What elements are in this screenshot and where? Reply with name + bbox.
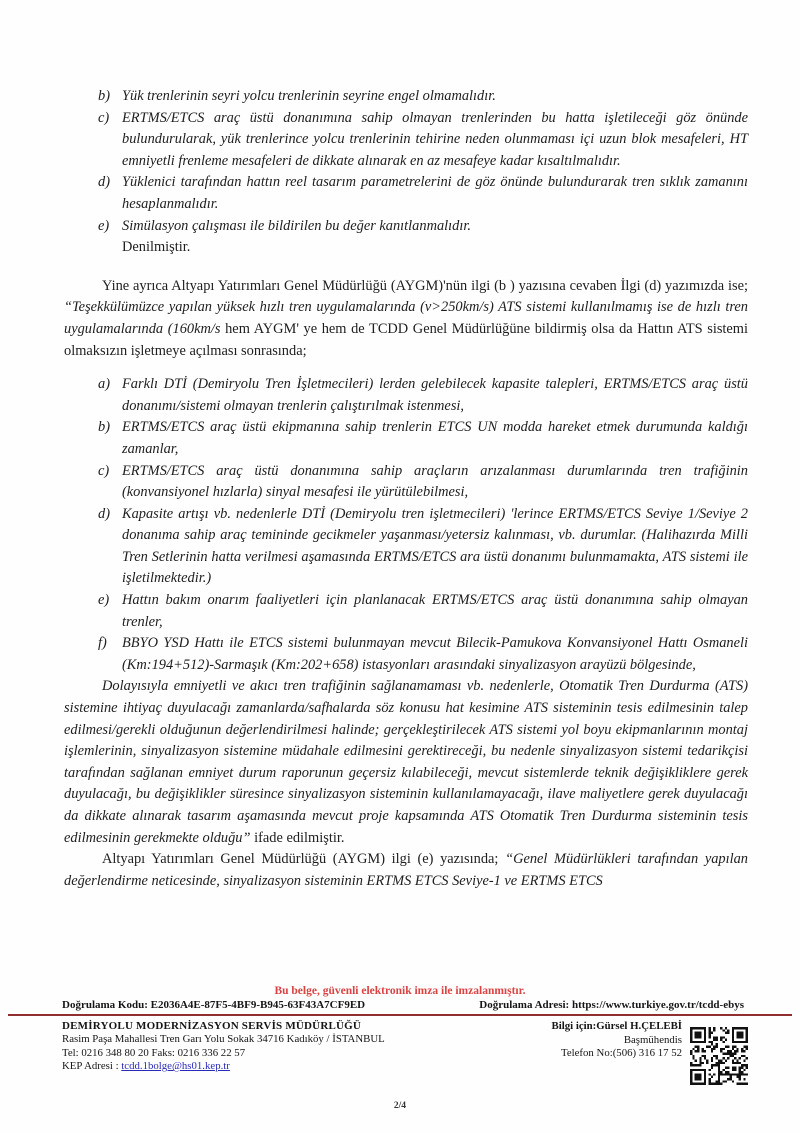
contact-phone: Telefon No:(506) 316 17 52 (561, 1047, 682, 1059)
list-item (64, 417, 748, 460)
list-item-text: Simülasyon çalışması ile bildirilen bu değer kanıtlanmalıdır. (122, 217, 471, 234)
list-item-marker: d) (98, 174, 110, 191)
kep-label: KEP Adresi : (62, 1060, 119, 1072)
qr-code-icon (690, 1027, 748, 1085)
list-item-marker: c) (98, 462, 110, 479)
list-item (64, 633, 748, 676)
list-scenarios (64, 374, 748, 676)
footer (0, 985, 800, 1074)
esignature-notice: Bu belge, güvenli elektronik imza ile imzalanmıştır. (274, 985, 526, 997)
letter-body (64, 86, 748, 892)
list-item (64, 86, 748, 108)
verification-address: Doğrulama Adresi: https://www.turkiye.gov.tr/tcdd-ebys (479, 999, 744, 1011)
verification-code: Doğrulama Kodu: E2036A4E-87F5-4BF9-B945-63F43A7CF9ED (62, 999, 366, 1011)
kep-line (62, 1060, 385, 1074)
org-address: Rasim Paşa Mahallesi Tren Garı Yolu Sokak 34716 Kadıköy / İSTANBUL (62, 1033, 385, 1045)
text-run: Altyapı Yatırımları Genel Müdürlüğü (AYGM) ilgi (e) yazısında; (102, 851, 506, 868)
paragraph-aygm-e-letter (64, 849, 748, 892)
list-item-marker: c) (98, 109, 110, 126)
org-phone: Tel: 0216 348 80 20 Faks: 0216 336 22 57 (62, 1046, 246, 1059)
list-item-text: Yüklenici tarafından hattın reel tasarım parametrelerini de göz önünde bulundurarak tren sıklık zamanını hesaplanmalıdır. (122, 174, 748, 212)
verification-row (0, 998, 800, 1013)
list-item-text: BBYO YSD Hattı ile ETCS sistemi bulunmayan mevcut Bilecik-Pamukova Konvansiyonel Hattı Osmaneli (Km:194+512)-Sarmaşık (Km:202+658) istasyonları arasındaki sinyalizasyon arayüzü bölgesinde, (122, 635, 748, 673)
list-item-text: ERTMS/ETCS araç üstü donanımına sahip araçların arızalanması durumlarında tren trafiğinin (konvansiyonel hızlarla) sinyal mesafesi ile yürütülebilmesi, (122, 462, 748, 501)
footer-divider (8, 1014, 792, 1016)
list-item-text: ERTMS/ETCS araç üstü donanımına sahip olmayan trenlerinden bu hatta işletileceği göz önünde bulundurularak, yük trenlerince yolcu trenlerinin tehirine neden olunmaması içi uzun blok mesafeleri, HT emniyetli frenleme mesafeleri de dikkate alınarak en az mesafeye kadar kısaltılmalıdır. (122, 109, 748, 169)
page-number: 2/4 (393, 1101, 407, 1111)
footer-info (0, 1019, 800, 1074)
text-run: Yine ayrıca Altyapı Yatırımları Genel Müdürlüğü (AYGM)'nün ilgi (b ) yazısına cevaben İlgi (d) yazımızda ise; (102, 277, 748, 294)
list-item-marker: b) (98, 88, 110, 104)
list-item (64, 172, 748, 215)
kep-address-link[interactable]: tcdd.1bolge@hs01.kep.tr (121, 1060, 230, 1072)
list-item-marker: e) (98, 592, 110, 609)
list-item (64, 108, 748, 173)
paragraph-aygm-reply (64, 276, 748, 362)
list-item-text: ERTMS/ETCS araç üstü ekipmanına sahip trenlerin ETCS UN modda hareket etmek durumunda kaldığı zamanlar, (122, 419, 748, 457)
list-item-marker: a) (98, 376, 110, 393)
list-item (64, 590, 748, 633)
list-item (64, 216, 748, 238)
contact-block (552, 1020, 682, 1074)
list-item-text: Kapasite artışı vb. nedenlerle DTİ (Demiryolu tren işletmecileri) 'lerince ERTMS/ETCS Seviye 1/Seviye 2 donanıma sahip araç temininde gecikmeler yaşanması/yetersiz kalınması, vb. durumlar. (Halihazırda Milli Tren Setlerinin hatta verilmesi aşamasında ERTMS/ETCS ara üstü donanımı bulunmamakta, ATS sistemi ile işletilmektedir.) (122, 505, 748, 587)
text-run: “Genel Müdürlükleri tarafından yapılan değerlendirme neticesinde, sinyalizasyon sisteminin ERTMS ETCS Seviye-1 ve ERTMS ETCS (64, 851, 749, 889)
org-name: DEMİRYOLU MODERNİZASYON SERVİS MÜDÜRLÜĞÜ (62, 1020, 362, 1032)
text-run: “Teşekkülümüzce yapılan yüksek hızlı tren uygulamalarında (v>250km/s) ATS sistemi kullanılmamış ise de hızlı tren uygulamalarında (160km/s (64, 299, 748, 337)
list-item (64, 374, 748, 417)
list-item-text: Farklı DTİ (Demiryolu Tren İşletmecileri) lerden gelebilecek kapasite talepleri, ERTMS/ETCS araç üstü donanımı/sistemi olmayan trenlerin çalıştırılmak istenmesi, (122, 376, 748, 414)
list-item-marker: b) (98, 419, 110, 436)
list-item (64, 504, 748, 590)
list-item (64, 461, 748, 504)
list-item-marker: e) (98, 217, 110, 234)
org-block (62, 1020, 385, 1074)
contact-name: Bilgi için:Gürsel H.ÇELEBİ (551, 1020, 682, 1032)
text-run: ifade edilmiştir. (254, 829, 345, 846)
list-item-marker: d) (98, 505, 110, 522)
text-run: hem AYGM' ye hem de TCDD Genel Müdürlüğüne bildirmiş olsa da Hattın ATS sistemi olmaksızın işletmeye açılması sonrasında; (64, 320, 749, 359)
contact-title: Başmühendis (623, 1033, 682, 1046)
list-requirements (64, 86, 748, 237)
closing-line: Denilmiştir. (122, 239, 191, 256)
paragraph-ats-assessment (64, 676, 748, 849)
list-item-text: Hattın bakım onarım faaliyetleri için planlanacak ERTMS/ETCS araç üstü donanımına sahip olmayan trenler, (122, 592, 748, 630)
list-item-text: Yük trenlerinin seyri yolcu trenlerinin seyrine engel olmamalıdır. (122, 88, 496, 104)
text-run: Dolayısıyla emniyetli ve akıcı tren trafiğinin sağlanamaması vb. nedenlerle, Otomatik Tren Durdurma (ATS) sistemine ihtiyaç duyulacağı zamanlarda/safhalarda söz konusu hat kesimine ATS sisteminin tesis edilmesinin talep edilmesi/gerekli olduğunun değerlendirilmesi halinde; gerçekleştirilecek ATS sistemi yol boyu ekipmanlarının montaj işlemlerinin, sinyalizasyon sistemine müdahale edilmesini gerektireceği, bu nedenle sinyalizasyon sistemi tedarikçisi tarafından sağlanan emniyet durum raporunun geçersiz kılabileceği, mevcut sistemlerde teknik değişikliklere gerek duyulacağı, bu değişiklikler süresince sinyalizasyon sisteminin kullanılamayacağı, ilave maliyetlere gerek duyulacağı da dikkate alınarak tasarım aşamasında mevcut proje kapsamında ATS Otomatik Tren Durdurma sisteminin tesis edilmesinin gerekmekte olduğu” (64, 678, 748, 846)
list-item-marker: f) (98, 635, 107, 652)
